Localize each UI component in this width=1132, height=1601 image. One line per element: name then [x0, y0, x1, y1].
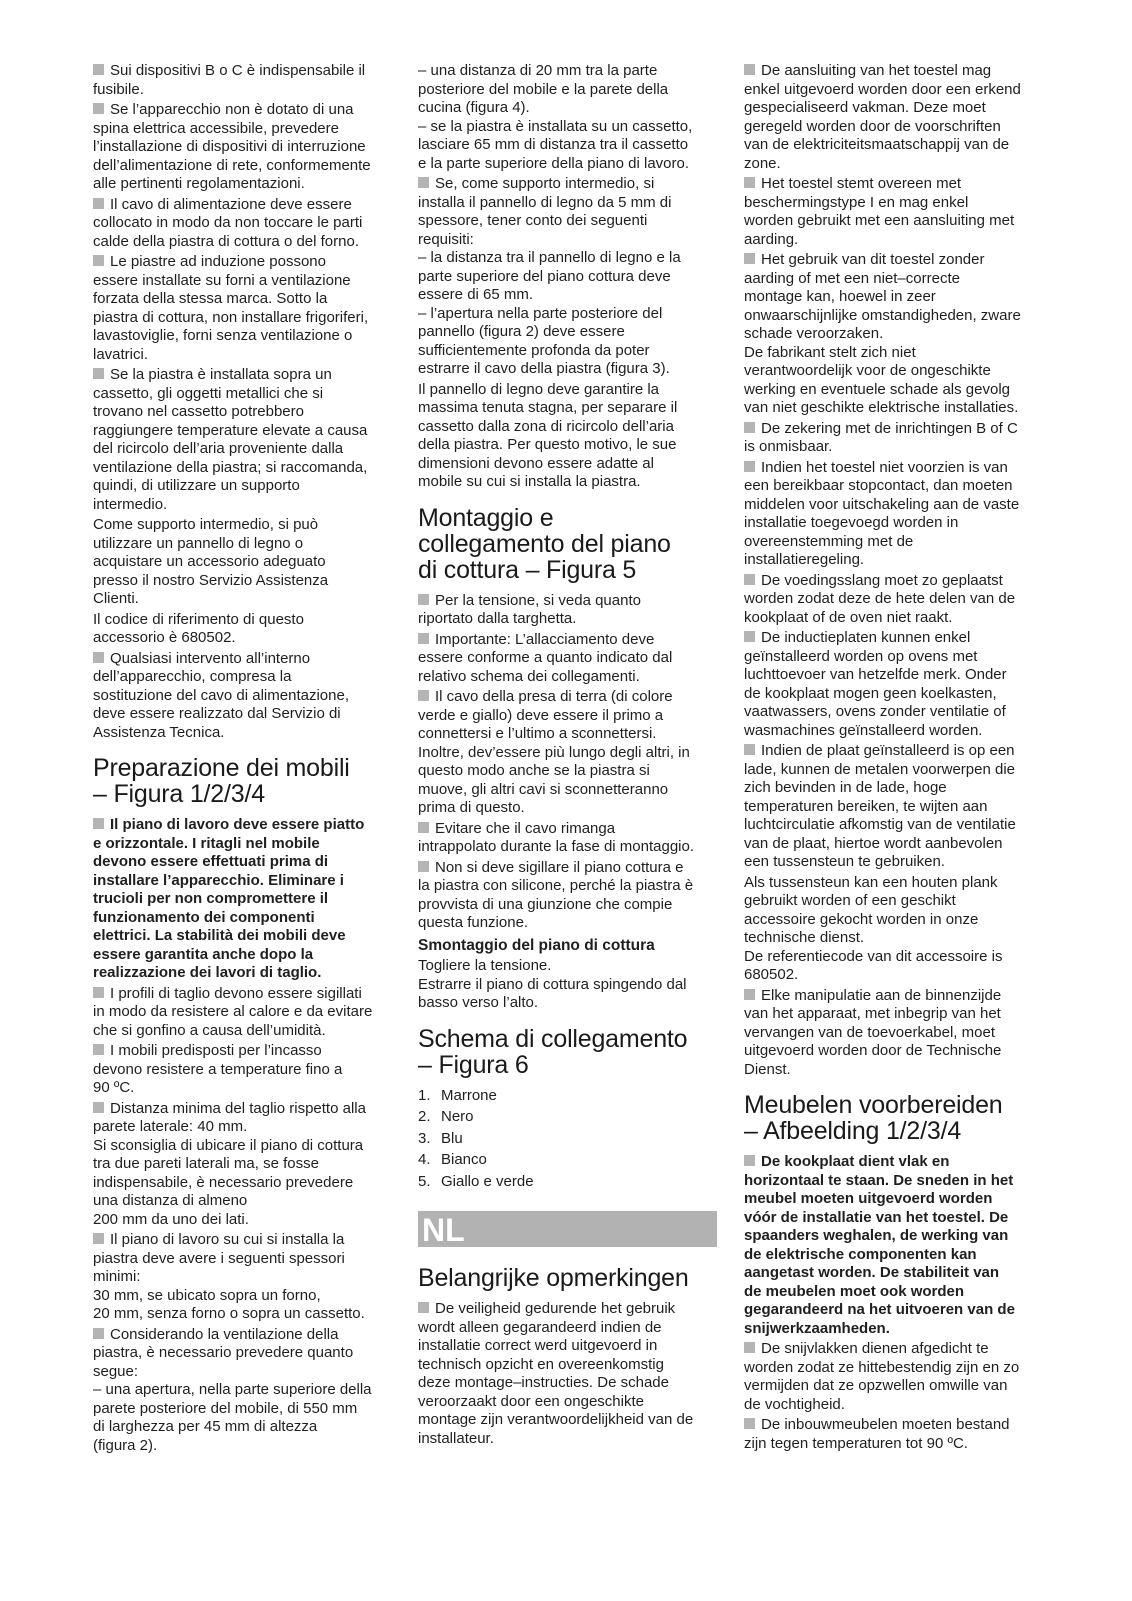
text-line: vóór de installatie van het toestel. De	[744, 1208, 1009, 1226]
text-line: una distanza di almeno	[93, 1192, 248, 1209]
square-bullet-icon	[93, 255, 104, 266]
text-line: ventilazione della piastra; si raccomanda,	[93, 458, 368, 476]
text-line: I profili di taglio devono essere sigillati	[93, 985, 394, 1004]
square-bullet-icon	[93, 198, 104, 209]
list-number: 3.	[418, 1129, 431, 1147]
text-line: cucina (figura 4).	[418, 99, 530, 116]
paragraph	[93, 62, 394, 99]
paragraph	[93, 366, 394, 514]
text-line: verde e giallo) deve essere il primo a	[418, 706, 664, 724]
text-line: montage zijn verantwoordelijkheid van de	[418, 1411, 694, 1428]
text-line: is onmisbaar.	[744, 438, 833, 455]
text-line: vaatwassers, ovens zonder ventilatie of	[744, 703, 1006, 720]
column-1	[93, 62, 394, 1457]
square-bullet-icon	[744, 744, 755, 755]
text-line: luchttoevoer van hetzelfde merk. Onder	[744, 666, 1007, 683]
paragraph	[93, 650, 394, 743]
text-line: riportato dalla targhetta.	[418, 610, 577, 627]
text-line: – l’apertura nella parte posteriore del	[418, 304, 663, 322]
text-line: gebruikt worden of een geschikt	[744, 892, 956, 909]
square-bullet-icon	[418, 633, 429, 644]
text-line: Si sconsiglia di ubicare il piano di cottura	[93, 1136, 364, 1154]
list-label: Giallo e verde	[441, 1172, 534, 1190]
text-line: forzata della stessa marca. Sotto la	[93, 290, 328, 307]
text-line: in modo da resistere al calore e da evitare	[93, 1003, 373, 1020]
text-line: Schema di collegamento	[418, 1024, 688, 1053]
text-line: horizontaal te staan. De sneden in het	[744, 1171, 1014, 1189]
paragraph	[744, 572, 1046, 628]
text-line: Qualsiasi intervento all’interno	[93, 650, 394, 669]
square-bullet-icon	[93, 1233, 104, 1244]
text-line: deze montage–instructies. De schade	[418, 1374, 669, 1391]
square-bullet-icon	[744, 989, 755, 1000]
text-line: Dienst.	[744, 1060, 791, 1078]
text-line: Non si deve sigillare il piano cottura e	[418, 859, 717, 878]
list-number: 4.	[418, 1151, 431, 1168]
warning-paragraph	[744, 1153, 1046, 1338]
text-line: vervangen van de toevoerkabel, moet	[744, 1023, 995, 1041]
text-line: requisiti:	[418, 230, 474, 248]
square-bullet-icon	[418, 822, 429, 833]
text-line: aarding of met een niet–correcte	[744, 269, 960, 287]
text-line: Importante: L’allacciamento deve	[418, 631, 717, 650]
text-line: de kookplaat mogen geen koelkasten,	[744, 684, 997, 702]
section-heading	[744, 1092, 1046, 1144]
text-line: l’installazione di dispositivi di interruzione	[93, 138, 366, 155]
text-line: geregeld worden door de voorschriften	[744, 117, 1001, 135]
square-bullet-icon	[744, 631, 755, 642]
text-line: middelen voor uitschakeling aan de vaste	[744, 495, 1020, 513]
text-line: lavastoviglie, forni senza ventilazione o	[93, 327, 353, 344]
list-number: 1.	[418, 1086, 431, 1104]
text-line: accessoire gekocht worden in onze	[744, 910, 979, 928]
paragraph	[744, 251, 1046, 418]
square-bullet-icon	[93, 818, 104, 829]
paragraph	[744, 1416, 1046, 1453]
text-line: acquistare un accessorio adeguato	[93, 553, 326, 570]
text-line: aarding.	[744, 230, 799, 248]
text-line: devono resistere a temperature fino a	[93, 1060, 343, 1078]
text-line: – Afbeelding 1/2/3/4	[744, 1117, 962, 1145]
wire-color-list	[418, 1087, 717, 1192]
text-line: cassetto dalla zona di ricircolo dell’aria	[418, 417, 674, 435]
text-line: e orizzontale. I ritagli nel mobile	[93, 834, 320, 852]
paragraph	[418, 592, 717, 629]
text-line: van het apparaat, met inbegrip van het	[744, 1005, 1001, 1022]
text-line: – una apertura, nella parte superiore della	[93, 1381, 372, 1398]
text-line: spina elettrica accessibile, prevedere	[93, 119, 339, 137]
warning-paragraph	[93, 816, 394, 983]
text-line: De inductieplaten kunnen enkel	[744, 629, 1046, 648]
paragraph	[418, 1300, 717, 1448]
text-line: 20 mm, senza forno o sopra un cassetto.	[93, 1305, 365, 1322]
text-line: kookplaat of de oven niet raakt.	[744, 608, 953, 626]
text-line: Se, come supporto intermedio, si	[418, 175, 717, 194]
text-line: basso verso l’alto.	[418, 994, 539, 1011]
square-bullet-icon	[744, 422, 755, 433]
text-line: utilizzare un pannello di legno o	[93, 534, 304, 552]
paragraph	[93, 1042, 394, 1098]
text-line: Preparazione dei mobili	[93, 754, 350, 782]
paragraph	[418, 381, 717, 492]
text-line: Considerando la ventilazione della	[93, 1326, 394, 1345]
text-line: piastra di cottura, non installare frigoriferi,	[93, 308, 369, 326]
section-heading	[93, 755, 394, 807]
text-line: zone.	[744, 154, 781, 172]
list-item	[418, 1108, 717, 1127]
text-line: Le piastre ad induzione possono	[93, 253, 394, 272]
text-line: piastra, è necessario prevedere quanto	[93, 1344, 354, 1361]
text-line: presso il nostro Servizio Assistenza	[93, 571, 329, 589]
text-line: essere garantita anche dopo la	[93, 945, 314, 963]
square-bullet-icon	[93, 987, 104, 998]
text-line: parte superiore del piano cottura deve	[418, 267, 671, 285]
text-line: Als tussensteun kan een houten plank	[744, 873, 998, 891]
text-line: quindi, di utilizzare un supporto	[93, 477, 300, 494]
text-line: minimi:	[93, 1268, 141, 1285]
text-line: De referentiecode van dit accessoire is	[744, 947, 1003, 965]
text-line: 30 mm, se ubicato sopra un forno,	[93, 1286, 321, 1304]
text-line: di larghezza per 45 mm di altezza	[93, 1418, 318, 1435]
text-line: massima tenuta stagna, per separare il	[418, 399, 678, 416]
list-number: 2.	[418, 1108, 431, 1125]
text-line: segue:	[93, 1362, 139, 1380]
list-item	[418, 1087, 717, 1106]
text-line: Il pannello di legno deve garantire la	[418, 380, 660, 398]
column-3	[744, 62, 1046, 1455]
text-line: Il piano di lavoro su cui si installa la	[93, 1231, 394, 1250]
text-line: beschermingstype I en mag enkel	[744, 193, 969, 211]
square-bullet-icon	[744, 574, 755, 585]
text-line: onwaarschijnlijke omstandigheden, zware	[744, 306, 1021, 324]
text-line: raggiungere temperature elevate a causa	[93, 421, 368, 439]
list-label: Marrone	[441, 1086, 497, 1104]
text-line: installatie toegevoegd worden in	[744, 514, 959, 531]
text-line: tra due pareti laterali ma, se fosse	[93, 1155, 319, 1172]
section-heading	[418, 505, 717, 583]
paragraph	[93, 1231, 394, 1324]
text-line: Il cavo della presa di terra (di colore	[418, 688, 717, 707]
text-line: prima di questo.	[418, 799, 525, 816]
text-line: meubel moeten uitgevoerd worden	[744, 1190, 993, 1207]
text-line: luchtcirculatie afkomstig van de ventilatie	[744, 816, 1016, 833]
paragraph	[93, 611, 394, 648]
text-line: enkel uitgevoerd worden door een erkend	[744, 80, 1021, 98]
paragraph	[744, 874, 1046, 985]
text-line: essere conforme a quanto indicato dal	[418, 649, 673, 666]
text-line: De inbouwmeubelen moeten bestand	[744, 1416, 1046, 1435]
square-bullet-icon	[744, 1418, 755, 1429]
paragraph	[93, 1326, 394, 1456]
text-line: – se la piastra è installata su un cassetto,	[418, 117, 693, 135]
text-line: indispensabile, è necessario prevedere	[93, 1173, 354, 1191]
text-line: pannello (figura 2) deve essere	[418, 323, 625, 340]
text-line: Elke manipulatie aan de binnenzijde	[744, 987, 1046, 1006]
text-line: alle pertinenti regolamentazioni.	[93, 175, 305, 192]
paragraph	[744, 987, 1046, 1080]
text-line: zijn tegen temperaturen tot 90 ºC.	[744, 1434, 968, 1452]
text-line: Sui dispositivi B o C è indispensabile il	[93, 62, 394, 81]
text-line: Inoltre, dev’essere più lungo degli altri, in	[418, 743, 690, 761]
text-line: fusibile.	[93, 80, 144, 98]
text-line: lade, kunnen de metalen voorwerpen die	[744, 760, 1016, 778]
text-line: essere installate su forni a ventilazione	[93, 271, 351, 289]
text-line: Het toestel stemt overeen met	[744, 175, 1046, 194]
text-line: uitgevoerd worden door de Technische	[744, 1042, 1002, 1059]
text-line: spaanders weghalen, de werking van	[744, 1227, 1009, 1244]
text-line: realizzazione dei lavori di taglio.	[93, 964, 322, 981]
text-line: accessorio è 680502.	[93, 629, 236, 646]
text-line: spessore, tener conto dei seguenti	[418, 212, 648, 229]
text-line: Evitare che il cavo rimanga	[418, 820, 717, 839]
paragraph	[744, 1340, 1046, 1414]
text-line: Montaggio e	[418, 503, 554, 532]
square-bullet-icon	[93, 1102, 104, 1113]
section-heading	[418, 1026, 717, 1078]
paragraph	[418, 957, 717, 1013]
text-line: dimensioni devono essere adatte al	[418, 454, 654, 472]
text-line: sostituzione del cavo di alimentazione,	[93, 686, 349, 704]
column-2	[418, 62, 717, 1450]
paragraph	[418, 175, 717, 379]
section-heading	[418, 1265, 717, 1291]
text-line: van niet geschikte elektrische installaties.	[744, 399, 1019, 416]
square-bullet-icon	[418, 594, 429, 605]
text-line: I mobili predisposti per l’incasso	[93, 1042, 394, 1061]
square-bullet-icon	[744, 461, 755, 472]
paragraph	[418, 820, 717, 857]
text-line: Meubelen voorbereiden	[744, 1091, 1003, 1119]
square-bullet-icon	[418, 1302, 429, 1313]
text-line: technisch opzicht en overeenkomstig	[418, 1355, 664, 1373]
text-line: parete laterale: 40 mm.	[93, 1118, 248, 1135]
text-line: Assistenza Tecnica.	[93, 723, 225, 741]
text-line: van de elektriciteitsmaatschappij van de	[744, 136, 1010, 153]
text-line: relativo schema dei collegamenti.	[418, 667, 640, 685]
text-line: De zekering met de inrichtingen B of C	[744, 420, 1046, 439]
paragraph	[744, 62, 1046, 173]
text-line: Indien de plaat geïnstalleerd is op een	[744, 742, 1046, 761]
text-line: montage kan, hoewel in zeer	[744, 288, 936, 305]
text-line: gespecialiseerd vakman. Deze moet	[744, 99, 986, 116]
text-line: Per la tensione, si veda quanto	[418, 592, 717, 611]
text-line: Distanza minima del taglio rispetto alla	[93, 1100, 394, 1119]
list-item	[418, 1151, 717, 1170]
text-line: dell’apparecchio, compresa la	[93, 668, 292, 685]
paragraph	[744, 629, 1046, 740]
text-line: Indien het toestel niet voorzien is van	[744, 459, 1046, 478]
paragraph	[744, 420, 1046, 457]
text-line: wordt alleen gegarandeerd indien de	[418, 1318, 662, 1336]
paragraph	[93, 101, 394, 194]
text-line: Clienti.	[93, 590, 139, 607]
text-line: (figura 2).	[93, 1436, 158, 1454]
text-line: zich bevinden in de lade, hoge	[744, 779, 947, 796]
square-bullet-icon	[418, 690, 429, 701]
text-line: 90 ºC.	[93, 1079, 135, 1096]
text-line: muove, gli altri cavi si sconnetteranno	[418, 780, 669, 798]
text-line: Estrarre il piano di cottura spingendo dal	[418, 975, 687, 993]
text-line: De snijvlakken dienen afgedicht te	[744, 1340, 1046, 1359]
paragraph	[93, 516, 394, 609]
text-line: la piastra con silicone, perché la piastra è	[418, 877, 694, 894]
text-line: collocato in modo da non toccare le parti	[93, 214, 363, 231]
text-line: lasciare 65 mm di distanza tra il cassetto	[418, 136, 689, 153]
paragraph	[744, 742, 1046, 872]
text-line: Het gebruik van dit toestel zonder	[744, 251, 1046, 270]
text-line: installa il pannello di legno da 5 mm di	[418, 193, 672, 211]
text-line: de vochtigheid.	[744, 1395, 845, 1413]
text-line: questo modo anche se la piastra si	[418, 762, 650, 779]
text-line: installatieregeling.	[744, 551, 865, 568]
text-line: van de plaat, hiertoe wordt aanbevolen	[744, 834, 1003, 852]
paragraph	[418, 62, 717, 173]
text-line: de elektrische componenten kan	[744, 1245, 977, 1263]
text-line: installare l’apparecchio. Eliminare i	[93, 871, 344, 889]
text-line: 680502.	[744, 966, 799, 983]
list-label: Nero	[441, 1108, 474, 1125]
text-line: collegamento del piano	[418, 529, 671, 558]
text-line: deve essere realizzato dal Servizio di	[93, 705, 341, 722]
text-line: piastra deve avere i seguenti spessori	[93, 1249, 345, 1267]
paragraph	[418, 631, 717, 687]
text-line: dell’alimentazione di rete, conformemente	[93, 156, 371, 174]
text-line: schade veroorzaken.	[744, 325, 884, 342]
text-line: worden zodat deze de hete delen van de	[744, 590, 1016, 607]
text-line: de meubelen moet ook worden	[744, 1282, 965, 1300]
text-line: funzionamento dei componenti	[93, 908, 315, 926]
text-line: Il codice di riferimento di questo	[93, 610, 304, 628]
square-bullet-icon	[744, 64, 755, 75]
text-line: De aansluiting van het toestel mag	[744, 62, 1046, 81]
text-line: provvista di una giunzione che compie	[418, 895, 673, 913]
text-line: aangetast worden. De stabiliteit van	[744, 1264, 1000, 1281]
square-bullet-icon	[93, 1328, 104, 1339]
text-line: vermijden dat ze opzwellen omwille van	[744, 1377, 1008, 1394]
text-line: estrarre il cavo della piastra (figura 3).	[418, 360, 670, 377]
text-line: sufficientemente profonda da poter	[418, 341, 650, 359]
paragraph	[418, 859, 717, 933]
text-line: connettersi e l’ultimo a sconnettersi.	[418, 725, 657, 742]
square-bullet-icon	[93, 103, 104, 114]
text-line: Come supporto intermedio, si può	[93, 516, 319, 533]
paragraph	[418, 688, 717, 818]
square-bullet-icon	[744, 1342, 755, 1353]
text-line: questa funzione.	[418, 914, 529, 931]
square-bullet-icon	[744, 177, 755, 188]
text-line: – Figura 6	[418, 1050, 529, 1079]
text-line: intrappolato durante la fase di montaggio.	[418, 838, 695, 855]
square-bullet-icon	[93, 652, 104, 663]
text-line: della piastra. Per questo motivo, le sue	[418, 436, 677, 453]
text-line: – la distanza tra il pannello di legno e la	[418, 249, 681, 266]
text-line: mobile su cui si installa la piastra.	[418, 473, 641, 490]
text-line: temperaturen bereiken, te wijten aan	[744, 797, 988, 815]
text-line: elettrici. La stabilità dei mobili deve	[93, 927, 346, 944]
text-line: geïnstalleerd worden op ovens met	[744, 647, 978, 665]
text-line: De kookplaat dient vlak en	[744, 1153, 1046, 1172]
text-line: intermedio.	[93, 495, 168, 513]
text-line: di cottura – Figura 5	[418, 555, 637, 584]
text-line: Se la piastra è installata sopra un	[93, 366, 394, 385]
paragraph	[744, 175, 1046, 249]
text-line: parete posteriore del mobile, di 550 mm	[93, 1399, 358, 1417]
text-line: Togliere la tensione.	[418, 957, 552, 974]
text-line: Il piano di lavoro deve essere piatto	[93, 816, 394, 835]
list-label: Blu	[441, 1129, 463, 1147]
text-line: worden gebruikt met een aansluiting met	[744, 212, 1015, 229]
square-bullet-icon	[93, 368, 104, 379]
text-line: werking en eventuele schade als gevolg	[744, 380, 1011, 398]
text-line: trucioli per non compromettere il	[93, 890, 329, 907]
text-line: lavatrici.	[93, 345, 149, 363]
text-line: e la parte superiore della piano di lavoro.	[418, 154, 690, 172]
text-line: del ricircolo dell’aria proveniente dalla	[93, 440, 344, 457]
paragraph	[744, 459, 1046, 570]
square-bullet-icon	[418, 861, 429, 872]
text-line: veroorzaakt door een ongeschikte	[418, 1392, 644, 1410]
text-line: installatie correct werd uitgevoerd in	[418, 1337, 658, 1354]
text-line: De fabrikant stelt zich niet	[744, 343, 916, 361]
sub-heading: Smontaggio del piano di cottura	[418, 936, 655, 954]
paragraph	[93, 253, 394, 364]
list-item	[418, 1130, 717, 1149]
square-bullet-icon	[744, 253, 755, 264]
text-line: devono essere effettuati prima di	[93, 853, 329, 870]
paragraph	[93, 196, 394, 252]
text-line: wasmachines geïnstalleerd worden.	[744, 721, 983, 739]
paragraph	[93, 1100, 394, 1230]
text-line: calde della piastra di cottura o del forno.	[93, 232, 359, 250]
text-line: Belangrijke opmerkingen	[418, 1264, 689, 1292]
text-line: – una distanza di 20 mm tra la parte	[418, 62, 658, 79]
list-label: Bianco	[441, 1151, 487, 1168]
language-band: NL	[418, 1211, 717, 1247]
text-line: verantwoordelijk voor de ongeschikte	[744, 362, 991, 379]
text-line: worden zodat ze hittebestendig zijn en zo	[744, 1358, 1020, 1376]
text-line: Il cavo di alimentazione deve essere	[93, 196, 394, 215]
text-line: een bereikbaar stopcontact, dan moeten	[744, 477, 1013, 494]
text-line: gegarandeerd na het uitvoeren van de	[744, 1301, 1015, 1318]
text-line: cassetto, gli oggetti metallici che si	[93, 384, 324, 402]
text-line: trovano nel cassetto potrebbero	[93, 403, 304, 420]
square-bullet-icon	[744, 1155, 755, 1166]
text-line: overeenstemming met de	[744, 532, 914, 550]
list-number: 5.	[418, 1172, 431, 1190]
list-item	[418, 1173, 717, 1192]
text-line: – Figura 1/2/3/4	[93, 780, 265, 808]
text-line: 200 mm da uno dei lati.	[93, 1210, 249, 1228]
text-line: installateur.	[418, 1429, 494, 1447]
text-line: een tussensteun te gebruiken.	[744, 853, 945, 870]
square-bullet-icon	[418, 177, 429, 188]
square-bullet-icon	[93, 1044, 104, 1055]
square-bullet-icon	[93, 64, 104, 75]
text-line: De voedingsslang moet zo geplaatst	[744, 572, 1046, 591]
text-line: De veiligheid gedurende het gebruik	[418, 1300, 717, 1319]
text-line: snijwerkzaamheden.	[744, 1319, 890, 1337]
text-line: che si gonfino a causa dell’umidità.	[93, 1021, 326, 1039]
text-line: essere di 65 mm.	[418, 286, 534, 303]
paragraph	[93, 985, 394, 1041]
text-line: Se l’apparecchio non è dotato di una	[93, 101, 394, 120]
text-line: posteriore del mobile e la parete della	[418, 80, 669, 98]
text-line: technische dienst.	[744, 929, 865, 946]
